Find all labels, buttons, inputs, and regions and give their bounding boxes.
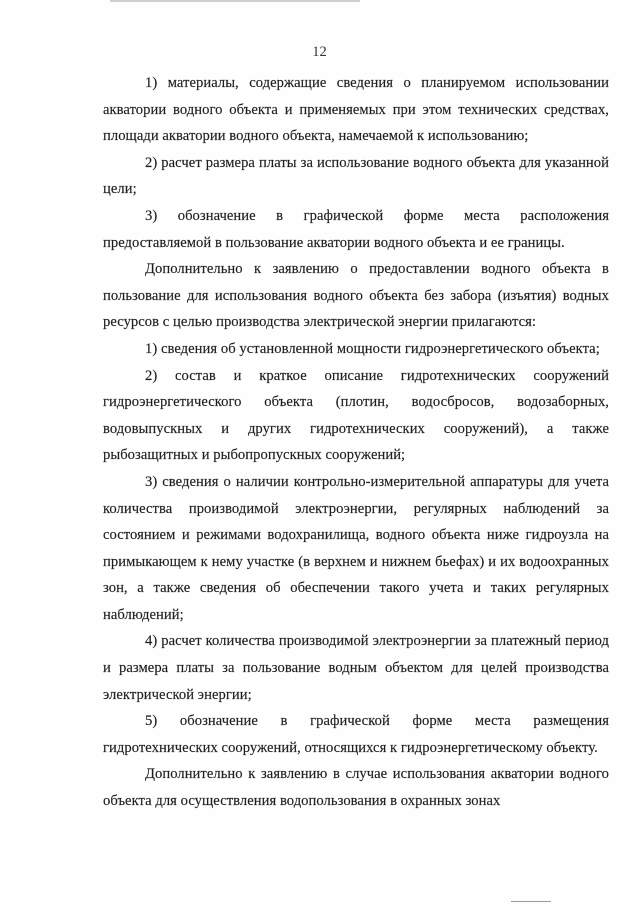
paragraph-additional-energy: Дополнительно к заявлению о предоставлении водного объекта в пользование для использования водного объекта без забора (изъятия) водных ресурсов с целью производства электрической энергии прилагаются:: [103, 261, 609, 331]
paragraph-graphic-designation: 3) обозначение в графической форме места расположения предоставляемой в пользование акватории водного объекта и ее границы.: [103, 207, 609, 251]
page-number: 12: [312, 44, 327, 60]
paragraph-installed-capacity: 1) сведения об установленной мощности гидроэнергетического объекта;: [145, 340, 600, 357]
bottom-edge-mark: [511, 901, 551, 902]
paragraph-electricity-calculation: 4) расчет количества производимой электроэнергии за платежный период и размера платы за пользование водным объектом для целей производства электрической энергии;: [103, 633, 609, 703]
document-body: [103, 70, 609, 815]
paragraph-structures-placement: 5) обозначение в графической форме места размещения гидротехнических сооружений, относящихся к гидроэнергетическому объекту.: [103, 713, 609, 756]
top-edge-line: [110, 0, 360, 2]
paragraph-materials: 1) материалы, содержащие сведения о планируемом использовании акватории водного объекта и применяемых при этом технических средствах, площади акватории водного объекта, намечаемой к использованию;: [103, 75, 609, 145]
paragraph-payment-calculation: 2) расчет размера платы за использование водного объекта для указанной цели;: [103, 154, 609, 198]
paragraph-measuring-equipment: 3) сведения о наличии контрольно-измерительной аппаратуры для учета количества производимой электроэнергии, регулярных наблюдений за состоянием и режимами водохранилища, водного объекта ниже гидроузла на примыкающем к нему участке (в верхнем и нижнем бьефах) и их водоохранных зон, а также сведения об обеспечении такого учета и таких регулярных наблюдений;: [103, 473, 609, 623]
paragraph-additional-protection-zones: Дополнительно к заявлению в случае использования акватории водного объекта для осуществления водопользования в охранных зонах: [103, 766, 609, 810]
paragraph-hydro-structures: 2) состав и краткое описание гидротехнических сооружений гидроэнергетического объекта (плотин, водосбросов, водозаборных, водовыпускных и других гидротехнических сооружений), а также рыбозащитных и рыбопропускных сооружений;: [103, 367, 609, 464]
